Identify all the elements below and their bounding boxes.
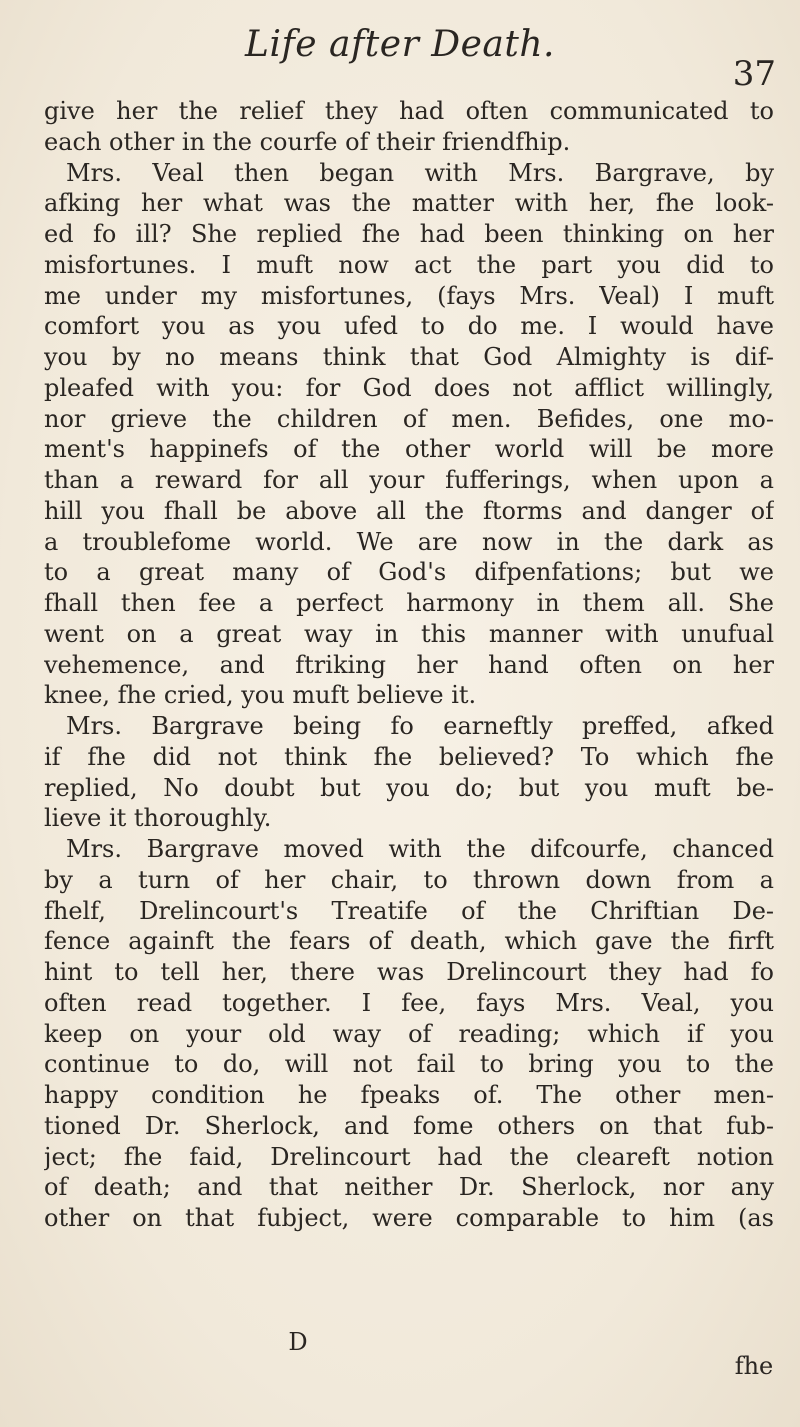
text-line: often read together. I fee, fays Mrs. Veal, you xyxy=(44,988,774,1017)
text-line: comfort you as you ufed to do me. I would have xyxy=(44,312,774,341)
text-line: ment's happinefs of the other world will be more xyxy=(44,435,774,464)
text-line: hint to tell her, there was Drelincourt they had fo xyxy=(44,958,774,986)
text-line: Mrs. Bargrave moved with the difcourfe, chanced xyxy=(66,835,774,863)
text-line: other on that fubject, were comparable to him (as xyxy=(44,1204,774,1232)
text-line: misfortunes. I muft now act the part you did to xyxy=(44,250,774,279)
text-line: happy condition he fpeaks of. The other men- xyxy=(44,1081,774,1109)
text-line: you by no means think that God Almighty is dif- xyxy=(44,343,774,371)
text-line: went on a great way in this manner with unufual xyxy=(44,619,774,648)
text-line: tioned Dr. Sherlock, and fome others on that fub- xyxy=(44,1111,774,1140)
page-number: 37 xyxy=(732,54,776,94)
text-line: ject; fhe faid, Drelincourt had the cleareft notion xyxy=(44,1142,774,1171)
text-line: fence againft the fears of death, which gave the firft xyxy=(44,927,774,956)
text-line: of death; and that neither Dr. Sherlock, nor any xyxy=(44,1173,774,1202)
text-line: lieve it thoroughly. xyxy=(44,804,272,833)
text-line: if fhe did not think fhe believed? To which fhe xyxy=(44,742,774,771)
body-text xyxy=(44,96,774,1234)
text-line: keep on your old way of reading; which if you xyxy=(44,1019,774,1048)
text-line: each other in the courfe of their friendfhip. xyxy=(44,127,571,156)
text-line: continue to do, will not fail to bring you to the xyxy=(44,1050,774,1079)
text-line: nor grieve the children of men. Befides, one mo- xyxy=(44,404,774,433)
text-line: to a great many of God's difpenfations; but we xyxy=(44,558,774,587)
text-line: give her the relief they had often communicated to xyxy=(44,97,774,125)
text-line: a troublefome world. We are now in the dark as xyxy=(44,527,774,556)
text-line: ed fo ill? She replied fhe had been thinking on her xyxy=(44,220,774,248)
text-line: fhall then fee a perfect harmony in them all. She xyxy=(44,589,774,617)
text-line: by a turn of her chair, to thrown down from a xyxy=(44,865,774,894)
text-line: vehemence, and ftriking her hand often on her xyxy=(44,650,774,679)
text-line: fhelf, Drelincourt's Treatife of the Chriftian De- xyxy=(44,896,774,925)
text-line: replied, No doubt but you do; but you muft be- xyxy=(44,773,774,802)
text-line: me under my misfortunes, (fays Mrs. Veal) I muft xyxy=(44,281,774,310)
text-line: Mrs. Veal then began with Mrs. Bargrave, by xyxy=(66,158,774,187)
running-title: Life after Death. xyxy=(245,24,555,65)
catchword: fhe xyxy=(734,1352,774,1380)
text-line: Mrs. Bargrave being fo earneftly preffed, afked xyxy=(66,712,774,740)
text-line: knee, fhe cried, you muft believe it. xyxy=(44,681,477,710)
page-header xyxy=(0,18,800,94)
signature-mark: D xyxy=(288,1328,308,1356)
text-line: than a reward for all your fufferings, when upon a xyxy=(44,466,774,494)
text-line: pleafed with you: for God does not afflict willingly, xyxy=(44,373,774,402)
text-line: hill you fhall be above all the ftorms and danger of xyxy=(44,496,774,525)
text-line: afking her what was the matter with her, fhe look- xyxy=(44,189,774,218)
